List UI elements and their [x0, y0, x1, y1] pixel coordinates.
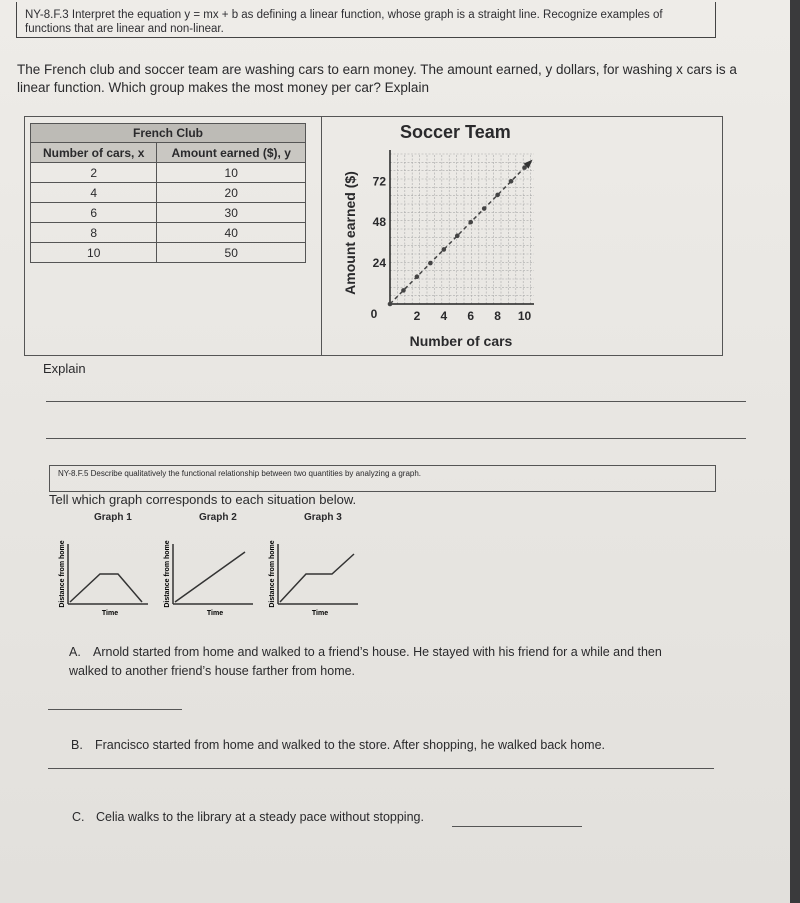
- table-row: [31, 203, 306, 223]
- cell-amount: 50: [157, 243, 306, 263]
- origin-label: 0: [370, 307, 378, 321]
- soccer-chart-title: Soccer Team: [400, 122, 511, 142]
- data-point: [401, 288, 406, 293]
- standard-text-2: NY-8.F.5 Describe qualitatively the functional relationship between two quantities by analyzing a graph.: [58, 469, 422, 478]
- cell-amount: 30: [157, 203, 306, 223]
- standard-box-1: [16, 2, 716, 38]
- y-tick-label: 72: [372, 174, 386, 189]
- y-axis-label: Amount earned ($): [342, 171, 358, 295]
- header-cars: Number of cars, x: [31, 143, 157, 163]
- soccer-team-chart: [334, 140, 534, 352]
- graph-1-label: Graph 1: [94, 512, 132, 523]
- explain-label: Explain: [43, 361, 86, 376]
- situation-a-letter: A.: [69, 645, 81, 659]
- answer-line-c[interactable]: [452, 826, 582, 827]
- page-edge-shadow: [790, 0, 800, 903]
- cell-amount: 40: [157, 223, 306, 243]
- y-tick-label: 24: [372, 256, 386, 271]
- data-point: [522, 165, 527, 170]
- data-point: [495, 193, 500, 198]
- answer-line-a[interactable]: [48, 709, 182, 710]
- question-text: The French club and soccer team are washing cars to earn money. The amount earned, y dollars, for washing x cars is a linear function. Which group makes the most money per car? Explain: [17, 62, 737, 95]
- graph-2-ylabel: Distance from home: [164, 540, 171, 608]
- data-point: [455, 234, 460, 239]
- french-club-title: French Club: [31, 124, 306, 143]
- graph-1: [52, 530, 152, 620]
- y-tick-label: 48: [372, 215, 386, 230]
- cell-amount: 20: [157, 183, 306, 203]
- graph-2-xlabel: Time: [206, 610, 224, 617]
- data-point: [482, 206, 487, 211]
- cell-amount: 10: [157, 163, 306, 183]
- graph-1-xlabel: Time: [101, 610, 119, 617]
- table-row: [31, 183, 306, 203]
- standard-box-2: [49, 465, 716, 492]
- cell-cars: 4: [31, 183, 157, 203]
- data-point: [428, 261, 433, 266]
- graph-3: [262, 530, 362, 620]
- comparison-divider: [321, 116, 322, 356]
- situation-a-text: Arnold started from home and walked to a friend’s house. He stayed with his friend for a while and then walked to another friend’s house farther from home.: [69, 645, 662, 678]
- header-amount: Amount earned ($), y: [157, 143, 306, 163]
- data-point: [442, 247, 447, 252]
- situation-c-text: Celia walks to the library at a steady pace without stopping.: [96, 810, 424, 824]
- graph-1-ylabel: Distance from home: [59, 540, 66, 608]
- cell-cars: 10: [31, 243, 157, 263]
- cell-cars: 6: [31, 203, 157, 223]
- table-row: [31, 223, 306, 243]
- situation-b-text: Francisco started from home and walked to the store. After shopping, he walked back home.: [95, 738, 605, 752]
- cell-cars: 8: [31, 223, 157, 243]
- table-row: [31, 243, 306, 263]
- graph-3-xlabel: Time: [311, 610, 329, 617]
- answer-line-b[interactable]: [48, 768, 714, 769]
- table-row: [31, 163, 306, 183]
- data-point: [415, 274, 420, 279]
- situation-c: [72, 808, 472, 827]
- x-tick-label: 2: [413, 309, 421, 323]
- instructions-text: Tell which graph corresponds to each situation below.: [49, 492, 357, 507]
- data-point: [468, 220, 473, 225]
- x-tick-label: 4: [440, 309, 448, 323]
- situation-a: [69, 643, 699, 681]
- graph-2-label: Graph 2: [199, 512, 237, 523]
- graph-3-ylabel: Distance from home: [269, 540, 276, 608]
- standard-text-1: NY-8.F.3 Interpret the equation y = mx + b as defining a linear function, whose graph is a straight line. Recognize examples of functions that are linear and non-linear.: [25, 9, 663, 35]
- situation-c-letter: C.: [72, 810, 85, 824]
- graph-3-label: Graph 3: [304, 512, 342, 523]
- french-club-table: [30, 123, 306, 263]
- situation-b: [71, 736, 701, 755]
- answer-line-2[interactable]: [46, 438, 746, 439]
- data-point: [509, 179, 514, 184]
- graph-2: [157, 530, 257, 620]
- x-tick-label: 6: [467, 309, 475, 323]
- x-axis-label: Number of cars: [409, 333, 513, 349]
- x-tick-label: 8: [494, 309, 501, 323]
- x-tick-label: 10: [517, 309, 532, 323]
- data-point: [388, 302, 393, 307]
- cell-cars: 2: [31, 163, 157, 183]
- answer-line-1[interactable]: [46, 401, 746, 402]
- situation-b-letter: B.: [71, 738, 83, 752]
